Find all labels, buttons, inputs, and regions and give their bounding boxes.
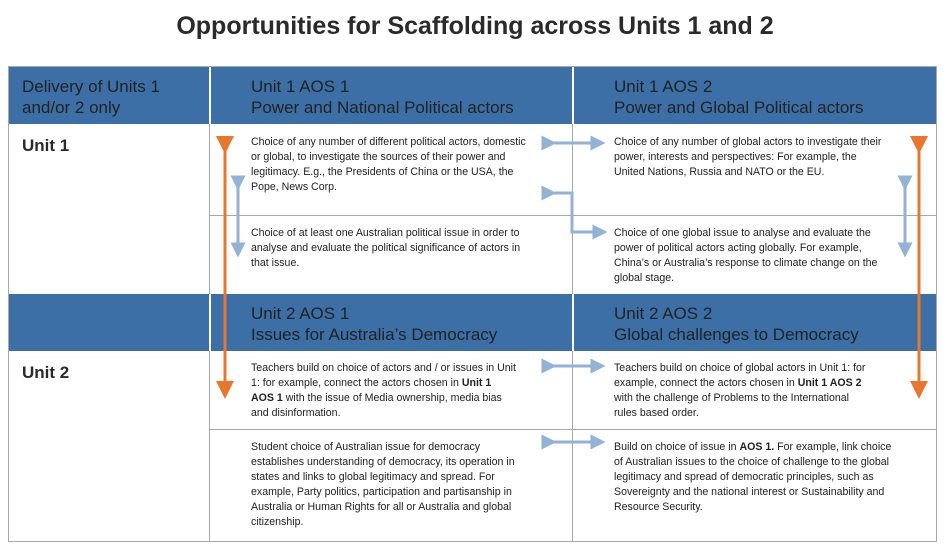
header-delivery: Delivery of Units 1 and/or 2 only <box>22 77 160 117</box>
cell-u1-aos2-actors: Choice of any number of global actors to investigate their power, interests and perspectives: For example, the United Nations, Russia and NATO or the EU. <box>614 136 882 178</box>
diagram-title: Opportunities for Scaffolding across Units 1 and 2 <box>176 12 774 40</box>
cell-text-bold: Unit 1 AOS 2 <box>797 377 862 389</box>
blue-elbow-arrow <box>549 193 600 232</box>
cell-text: Teachers build on choice of actors and / or issues in Unit 1: for example, connect the actors chosen in <box>251 362 516 389</box>
header-unit1-aos1: Unit 1 AOS 1 Power and National Political actors <box>251 77 514 117</box>
header-unit2-aos1: Unit 2 AOS 1 Issues for Australia’s Democracy <box>251 304 498 344</box>
cell-text: with the issue of Media ownership, media bias and disinformation. <box>251 392 502 419</box>
row-label-unit1: Unit 1 <box>22 136 70 155</box>
cell-text-bold: Unit 1 AOS 1 <box>251 377 492 404</box>
cell-u1-aos2-issue: Choice of one global issue to analyse and evaluate the power of political actors acting globally. For example, China’s or Australia’s response to climate change on the global stage. <box>614 227 878 284</box>
cell-text: Teachers build on choice of global actors in Unit 1: for example, connect the actors chosen in <box>614 362 866 389</box>
cell-text: For example, link choice of Australian issues to the choice of challenge to the global legitimacy and spread of democratic principles, such as Sovereignty and the national interest or Sustainability and Resource Security. <box>614 441 892 513</box>
cell-text: Build on choice of issue in <box>614 441 740 453</box>
cell-u1-aos1-actors: Choice of any number of different political actors, domestic or global, to investigate the sources of their power and legitimacy. E.g., the Presidents of China or the USA, the Pope, News Corp. <box>251 136 526 193</box>
cell-u1-aos1-issue: Choice of at least one Australian political issue in order to analyse and evaluate the political significance of actors in that issue. <box>251 227 521 269</box>
row-label-unit2: Unit 2 <box>22 363 70 382</box>
cell-text: with the challenge of Problems to the International rules based order. <box>614 392 849 419</box>
cell-text-bold: AOS 1. <box>739 441 775 453</box>
header-unit2-aos2: Unit 2 AOS 2 Global challenges to Democracy <box>614 304 859 344</box>
cell-u2-aos1-choice: Student choice of Australian issue for democracy establishes understanding of democracy, its operation in states and links to global legitimacy and spread. For example, Party politics, participation and partisanship in Australia or Human Rights for all or Australia and global citizenship. <box>251 441 515 528</box>
header-unit1-aos2: Unit 1 AOS 2 Power and Global Political actors <box>614 77 864 117</box>
